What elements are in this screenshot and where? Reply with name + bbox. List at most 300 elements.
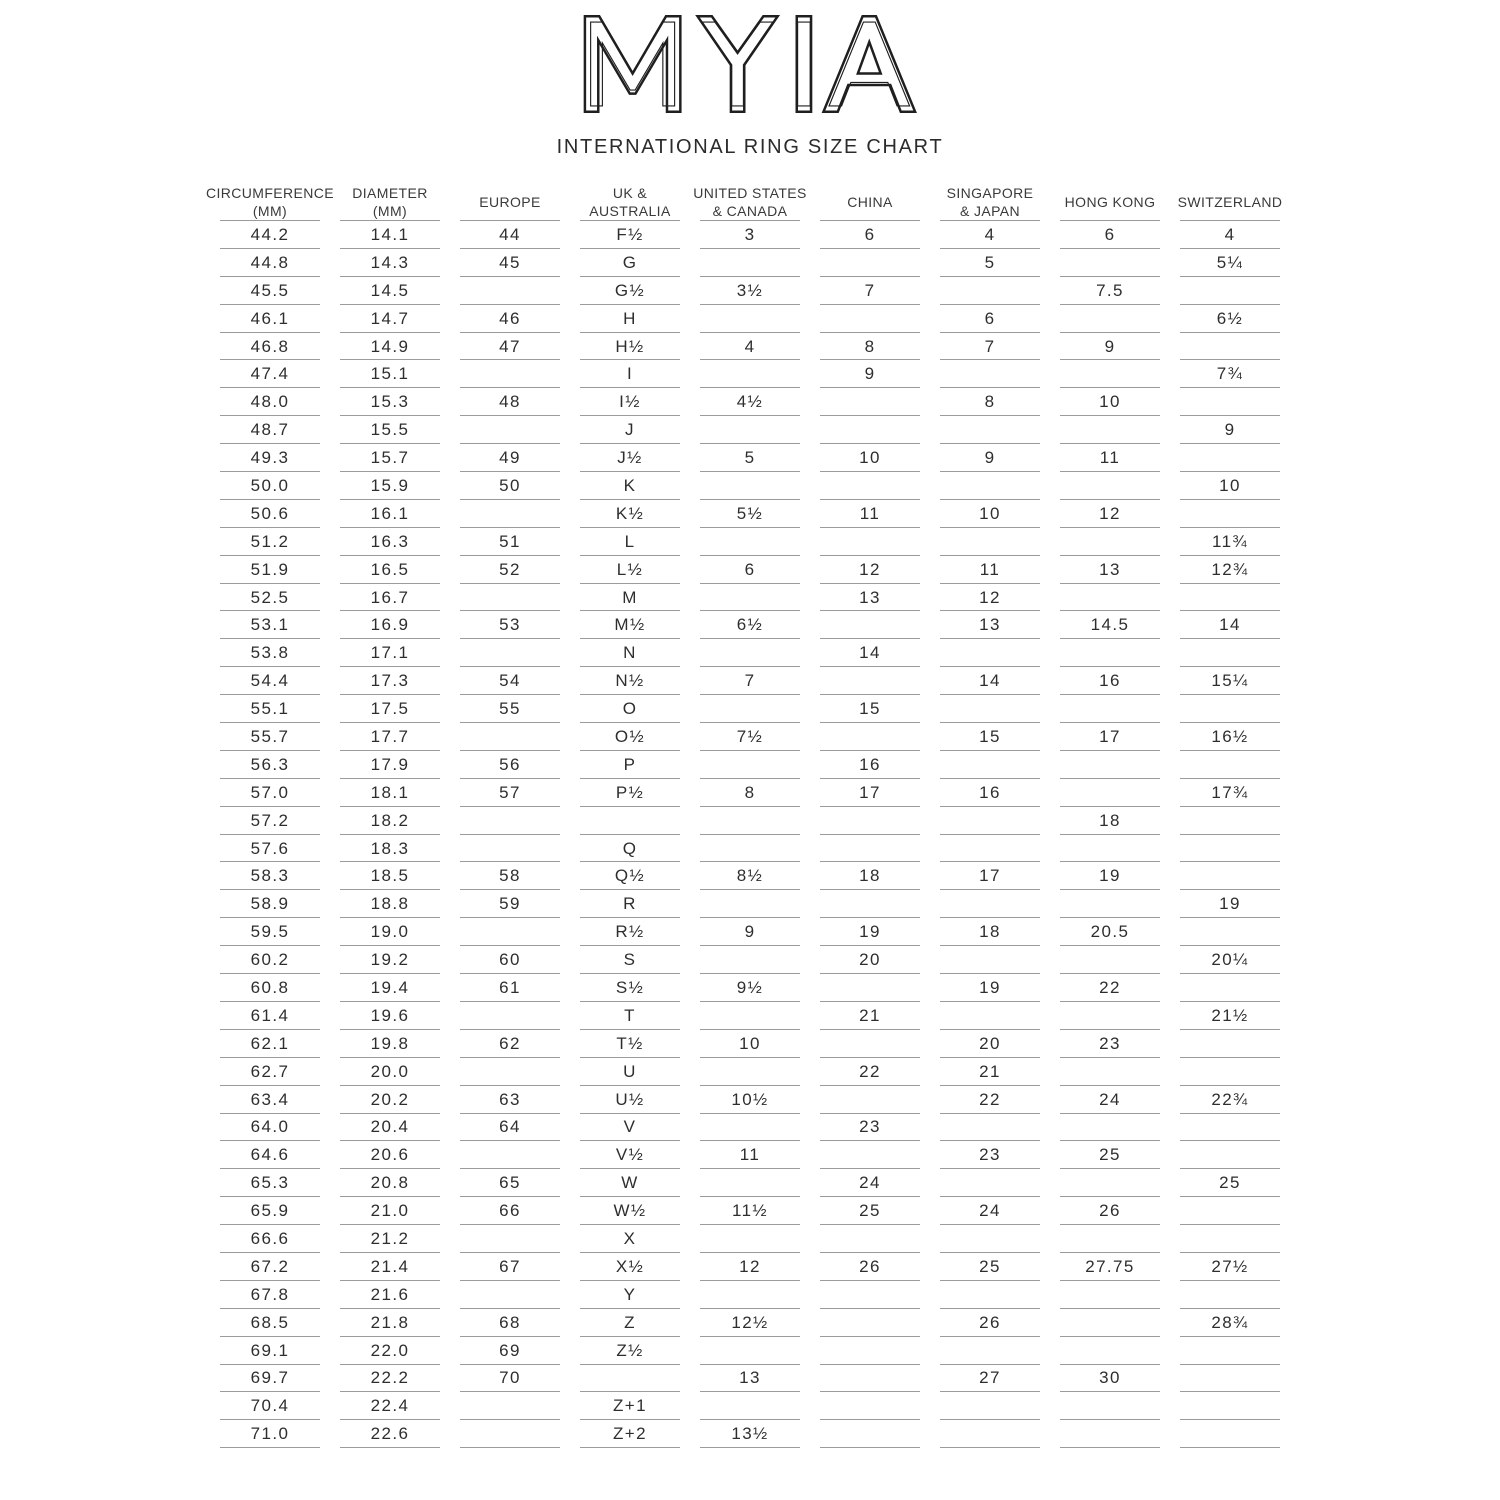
cell-uk-australia: G: [570, 249, 690, 277]
table-row: [210, 1281, 1290, 1309]
table-row: [210, 444, 1290, 472]
cell-uk-australia: L½: [570, 556, 690, 584]
ring-size-table: [205, 183, 1290, 1448]
cell-uk-australia: Z+2: [570, 1420, 690, 1448]
cell-china: [810, 807, 930, 835]
cell-china: [810, 472, 930, 500]
cell-hong-kong: [1050, 249, 1170, 277]
cell-china: 21: [810, 1002, 930, 1030]
cell-hong-kong: [1050, 1169, 1170, 1197]
cell-us-canada: [690, 639, 810, 667]
cell-china: [810, 1281, 930, 1309]
cell-diameter: 20.2: [330, 1086, 450, 1114]
cell-hong-kong: 10: [1050, 388, 1170, 416]
table-row: [210, 695, 1290, 723]
cell-diameter: 15.1: [330, 360, 450, 388]
cell-us-canada: [690, 835, 810, 863]
cell-diameter: 21.6: [330, 1281, 450, 1309]
table-row: [210, 946, 1290, 974]
cell-switzerland: 27½: [1170, 1253, 1290, 1281]
cell-china: [810, 1141, 930, 1169]
cell-us-canada: [690, 360, 810, 388]
cell-diameter: 22.0: [330, 1337, 450, 1365]
cell-switzerland: [1170, 1197, 1290, 1225]
cell-us-canada: 10: [690, 1030, 810, 1058]
cell-singapore-japan: [930, 472, 1050, 500]
cell-us-canada: 11½: [690, 1197, 810, 1225]
cell-europe: 46: [450, 305, 570, 333]
cell-uk-australia: [570, 1365, 690, 1393]
cell-uk-australia: L: [570, 528, 690, 556]
cell-diameter: 20.8: [330, 1169, 450, 1197]
cell-switzerland: [1170, 1281, 1290, 1309]
cell-singapore-japan: [930, 528, 1050, 556]
cell-diameter: 22.2: [330, 1365, 450, 1393]
cell-hong-kong: [1050, 472, 1170, 500]
cell-switzerland: 14: [1170, 611, 1290, 639]
cell-circumference: 45.5: [210, 277, 330, 305]
chart-title: INTERNATIONAL RING SIZE CHART: [556, 136, 944, 158]
cell-us-canada: [690, 1225, 810, 1253]
table-row: [210, 1197, 1290, 1225]
cell-china: [810, 305, 930, 333]
cell-diameter: 18.8: [330, 890, 450, 918]
cell-us-canada: 6½: [690, 611, 810, 639]
cell-us-canada: [690, 1114, 810, 1142]
cell-circumference: 60.8: [210, 974, 330, 1002]
cell-singapore-japan: 6: [930, 305, 1050, 333]
cell-switzerland: [1170, 835, 1290, 863]
cell-china: 10: [810, 444, 930, 472]
cell-switzerland: 9: [1170, 416, 1290, 444]
cell-europe: 44: [450, 221, 570, 249]
cell-diameter: 14.9: [330, 333, 450, 361]
cell-singapore-japan: 12: [930, 584, 1050, 612]
cell-us-canada: 4½: [690, 388, 810, 416]
cell-circumference: 50.0: [210, 472, 330, 500]
cell-circumference: 68.5: [210, 1309, 330, 1337]
cell-switzerland: [1170, 1365, 1290, 1393]
cell-singapore-japan: [930, 1002, 1050, 1030]
cell-hong-kong: [1050, 1337, 1170, 1365]
table-row: [210, 221, 1290, 249]
cell-china: 24: [810, 1169, 930, 1197]
cell-circumference: 65.9: [210, 1197, 330, 1225]
cell-china: [810, 890, 930, 918]
table-row: [210, 584, 1290, 612]
cell-circumference: 48.0: [210, 388, 330, 416]
cell-circumference: 66.6: [210, 1225, 330, 1253]
cell-hong-kong: 9: [1050, 333, 1170, 361]
cell-europe: 69: [450, 1337, 570, 1365]
table-header-row: [205, 183, 1290, 221]
cell-circumference: 69.7: [210, 1365, 330, 1393]
cell-uk-australia: S½: [570, 974, 690, 1002]
cell-hong-kong: [1050, 835, 1170, 863]
table-row: [210, 305, 1290, 333]
cell-china: [810, 1365, 930, 1393]
cell-switzerland: 11¾: [1170, 528, 1290, 556]
cell-europe: 53: [450, 611, 570, 639]
cell-china: 12: [810, 556, 930, 584]
cell-uk-australia: K½: [570, 500, 690, 528]
column-header-us-canada: UNITED STATES & CANADA: [690, 183, 810, 221]
cell-europe: 57: [450, 779, 570, 807]
cell-europe: [450, 1002, 570, 1030]
cell-switzerland: [1170, 277, 1290, 305]
cell-switzerland: [1170, 584, 1290, 612]
table-row: [210, 388, 1290, 416]
cell-hong-kong: 13: [1050, 556, 1170, 584]
cell-europe: 64: [450, 1114, 570, 1142]
table-row: [210, 1030, 1290, 1058]
cell-hong-kong: 20.5: [1050, 918, 1170, 946]
cell-diameter: 16.7: [330, 584, 450, 612]
table-row: [210, 639, 1290, 667]
cell-diameter: 14.7: [330, 305, 450, 333]
cell-diameter: 17.1: [330, 639, 450, 667]
cell-singapore-japan: [930, 416, 1050, 444]
cell-diameter: 17.5: [330, 695, 450, 723]
cell-europe: 56: [450, 751, 570, 779]
cell-singapore-japan: [930, 277, 1050, 305]
cell-switzerland: 17¾: [1170, 779, 1290, 807]
cell-circumference: 44.8: [210, 249, 330, 277]
table-row: [210, 1141, 1290, 1169]
cell-singapore-japan: 15: [930, 723, 1050, 751]
cell-uk-australia: P: [570, 751, 690, 779]
cell-europe: [450, 1420, 570, 1448]
cell-uk-australia: M½: [570, 611, 690, 639]
cell-hong-kong: [1050, 1309, 1170, 1337]
cell-uk-australia: G½: [570, 277, 690, 305]
column-header-uk-australia: UK & AUSTRALIA: [570, 183, 690, 221]
cell-europe: [450, 360, 570, 388]
cell-europe: 54: [450, 667, 570, 695]
cell-diameter: 19.0: [330, 918, 450, 946]
cell-circumference: 58.9: [210, 890, 330, 918]
cell-switzerland: [1170, 388, 1290, 416]
cell-hong-kong: [1050, 639, 1170, 667]
table-row: [210, 723, 1290, 751]
cell-circumference: 46.1: [210, 305, 330, 333]
cell-uk-australia: Q: [570, 835, 690, 863]
cell-singapore-japan: 24: [930, 1197, 1050, 1225]
table-row: [210, 1169, 1290, 1197]
cell-hong-kong: [1050, 1058, 1170, 1086]
cell-europe: [450, 277, 570, 305]
table-row: [210, 556, 1290, 584]
table-row: [210, 779, 1290, 807]
cell-hong-kong: 12: [1050, 500, 1170, 528]
cell-circumference: 55.1: [210, 695, 330, 723]
table-row: [210, 1309, 1290, 1337]
cell-switzerland: [1170, 1337, 1290, 1365]
cell-diameter: 20.6: [330, 1141, 450, 1169]
cell-europe: 67: [450, 1253, 570, 1281]
cell-singapore-japan: [930, 1281, 1050, 1309]
cell-switzerland: 19: [1170, 890, 1290, 918]
cell-europe: [450, 584, 570, 612]
cell-us-canada: 10½: [690, 1086, 810, 1114]
column-header-circumference: CIRCUMFERENCE (MM): [205, 184, 335, 219]
cell-us-canada: 5: [690, 444, 810, 472]
cell-switzerland: 4: [1170, 221, 1290, 249]
cell-switzerland: 5¼: [1170, 249, 1290, 277]
cell-diameter: 18.2: [330, 807, 450, 835]
cell-circumference: 44.2: [210, 221, 330, 249]
cell-us-canada: [690, 695, 810, 723]
table-row: [210, 360, 1290, 388]
cell-circumference: 62.1: [210, 1030, 330, 1058]
cell-us-canada: 3: [690, 221, 810, 249]
cell-china: [810, 611, 930, 639]
cell-europe: 58: [450, 862, 570, 890]
cell-hong-kong: 30: [1050, 1365, 1170, 1393]
cell-switzerland: 6½: [1170, 305, 1290, 333]
cell-europe: [450, 1225, 570, 1253]
cell-hong-kong: 26: [1050, 1197, 1170, 1225]
brand-header: [0, 0, 1500, 159]
cell-circumference: 48.7: [210, 416, 330, 444]
cell-circumference: 53.8: [210, 639, 330, 667]
cell-diameter: 16.9: [330, 611, 450, 639]
cell-diameter: 15.9: [330, 472, 450, 500]
cell-hong-kong: 17: [1050, 723, 1170, 751]
table-row: [210, 1086, 1290, 1114]
cell-singapore-japan: [930, 890, 1050, 918]
cell-us-canada: 11: [690, 1141, 810, 1169]
cell-circumference: 71.0: [210, 1420, 330, 1448]
cell-china: [810, 1225, 930, 1253]
cell-us-canada: 6: [690, 556, 810, 584]
cell-hong-kong: [1050, 946, 1170, 974]
cell-switzerland: [1170, 751, 1290, 779]
cell-europe: 61: [450, 974, 570, 1002]
cell-china: 8: [810, 333, 930, 361]
cell-circumference: 62.7: [210, 1058, 330, 1086]
cell-uk-australia: Y: [570, 1281, 690, 1309]
cell-singapore-japan: 10: [930, 500, 1050, 528]
cell-china: 15: [810, 695, 930, 723]
cell-diameter: 19.2: [330, 946, 450, 974]
cell-europe: [450, 1141, 570, 1169]
cell-china: [810, 1086, 930, 1114]
cell-hong-kong: 7.5: [1050, 277, 1170, 305]
cell-europe: [450, 1392, 570, 1420]
cell-switzerland: 25: [1170, 1169, 1290, 1197]
cell-us-canada: 8½: [690, 862, 810, 890]
cell-hong-kong: [1050, 1114, 1170, 1142]
cell-switzerland: 22¾: [1170, 1086, 1290, 1114]
cell-europe: 66: [450, 1197, 570, 1225]
column-header-china: CHINA: [810, 183, 930, 221]
cell-diameter: 14.3: [330, 249, 450, 277]
column-header-switzerland: SWITZERLAND: [1170, 183, 1290, 221]
cell-europe: 70: [450, 1365, 570, 1393]
table-row: [210, 611, 1290, 639]
cell-diameter: 20.0: [330, 1058, 450, 1086]
cell-circumference: 51.2: [210, 528, 330, 556]
cell-us-canada: 13½: [690, 1420, 810, 1448]
cell-hong-kong: [1050, 751, 1170, 779]
cell-switzerland: [1170, 333, 1290, 361]
cell-singapore-japan: 17: [930, 862, 1050, 890]
cell-uk-australia: H: [570, 305, 690, 333]
table-row: [210, 862, 1290, 890]
table-row: [210, 667, 1290, 695]
cell-diameter: 19.6: [330, 1002, 450, 1030]
cell-us-canada: [690, 1002, 810, 1030]
cell-singapore-japan: 20: [930, 1030, 1050, 1058]
cell-uk-australia: I: [570, 360, 690, 388]
table-body: [210, 221, 1290, 1448]
table-row: [210, 1002, 1290, 1030]
cell-diameter: 14.1: [330, 221, 450, 249]
cell-switzerland: 21½: [1170, 1002, 1290, 1030]
cell-circumference: 53.1: [210, 611, 330, 639]
cell-uk-australia: I½: [570, 388, 690, 416]
cell-switzerland: [1170, 639, 1290, 667]
cell-china: 25: [810, 1197, 930, 1225]
cell-circumference: 46.8: [210, 333, 330, 361]
cell-diameter: 18.3: [330, 835, 450, 863]
cell-us-canada: [690, 472, 810, 500]
cell-europe: 60: [450, 946, 570, 974]
logo-letter-y: [698, 16, 778, 111]
cell-europe: [450, 639, 570, 667]
cell-diameter: 19.8: [330, 1030, 450, 1058]
column-header-hong-kong: HONG KONG: [1050, 183, 1170, 221]
cell-switzerland: [1170, 1225, 1290, 1253]
cell-china: 11: [810, 500, 930, 528]
cell-china: 26: [810, 1253, 930, 1281]
cell-us-canada: 12: [690, 1253, 810, 1281]
cell-singapore-japan: [930, 1169, 1050, 1197]
cell-circumference: 54.4: [210, 667, 330, 695]
table-row: [210, 918, 1290, 946]
cell-diameter: 21.0: [330, 1197, 450, 1225]
cell-circumference: 56.3: [210, 751, 330, 779]
cell-singapore-japan: 22: [930, 1086, 1050, 1114]
cell-hong-kong: [1050, 416, 1170, 444]
cell-switzerland: 7¾: [1170, 360, 1290, 388]
cell-singapore-japan: [930, 1225, 1050, 1253]
cell-circumference: 52.5: [210, 584, 330, 612]
cell-us-canada: 7½: [690, 723, 810, 751]
cell-diameter: 16.1: [330, 500, 450, 528]
cell-circumference: 49.3: [210, 444, 330, 472]
myia-logo: [583, 10, 917, 118]
cell-hong-kong: [1050, 695, 1170, 723]
cell-circumference: 47.4: [210, 360, 330, 388]
cell-us-canada: 9½: [690, 974, 810, 1002]
cell-uk-australia: R½: [570, 918, 690, 946]
cell-europe: [450, 416, 570, 444]
cell-hong-kong: [1050, 890, 1170, 918]
cell-hong-kong: [1050, 305, 1170, 333]
cell-us-canada: 9: [690, 918, 810, 946]
cell-china: [810, 416, 930, 444]
cell-europe: [450, 1281, 570, 1309]
cell-europe: [450, 918, 570, 946]
cell-diameter: 22.6: [330, 1420, 450, 1448]
cell-china: 16: [810, 751, 930, 779]
cell-us-canada: [690, 305, 810, 333]
cell-singapore-japan: [930, 946, 1050, 974]
cell-europe: 55: [450, 695, 570, 723]
cell-europe: 62: [450, 1030, 570, 1058]
cell-uk-australia: H½: [570, 333, 690, 361]
cell-uk-australia: J: [570, 416, 690, 444]
cell-switzerland: [1170, 500, 1290, 528]
cell-uk-australia: V: [570, 1114, 690, 1142]
table-row: [210, 1058, 1290, 1086]
cell-china: 6: [810, 221, 930, 249]
cell-singapore-japan: 21: [930, 1058, 1050, 1086]
table-row: [210, 1365, 1290, 1393]
cell-hong-kong: 27.75: [1050, 1253, 1170, 1281]
cell-singapore-japan: 26: [930, 1309, 1050, 1337]
table-row: [210, 1253, 1290, 1281]
cell-circumference: 65.3: [210, 1169, 330, 1197]
cell-diameter: 15.3: [330, 388, 450, 416]
cell-circumference: 57.6: [210, 835, 330, 863]
cell-switzerland: 15¼: [1170, 667, 1290, 695]
cell-uk-australia: [570, 807, 690, 835]
cell-singapore-japan: 14: [930, 667, 1050, 695]
cell-circumference: 58.3: [210, 862, 330, 890]
cell-china: 14: [810, 639, 930, 667]
cell-circumference: 69.1: [210, 1337, 330, 1365]
cell-singapore-japan: 4: [930, 221, 1050, 249]
cell-diameter: 16.5: [330, 556, 450, 584]
cell-circumference: 57.0: [210, 779, 330, 807]
logo-letter-a: [823, 16, 915, 111]
cell-switzerland: [1170, 862, 1290, 890]
cell-diameter: 21.8: [330, 1309, 450, 1337]
cell-singapore-japan: 8: [930, 388, 1050, 416]
cell-china: [810, 528, 930, 556]
cell-hong-kong: [1050, 779, 1170, 807]
cell-diameter: 17.7: [330, 723, 450, 751]
cell-hong-kong: [1050, 1392, 1170, 1420]
cell-us-canada: [690, 1281, 810, 1309]
cell-switzerland: [1170, 918, 1290, 946]
cell-switzerland: 12¾: [1170, 556, 1290, 584]
cell-europe: [450, 835, 570, 863]
cell-hong-kong: 14.5: [1050, 611, 1170, 639]
cell-diameter: 19.4: [330, 974, 450, 1002]
cell-switzerland: [1170, 1058, 1290, 1086]
cell-switzerland: [1170, 1141, 1290, 1169]
cell-switzerland: 20¼: [1170, 946, 1290, 974]
cell-circumference: 59.5: [210, 918, 330, 946]
cell-hong-kong: 6: [1050, 221, 1170, 249]
cell-europe: [450, 723, 570, 751]
cell-us-canada: [690, 1058, 810, 1086]
cell-singapore-japan: 5: [930, 249, 1050, 277]
cell-uk-australia: V½: [570, 1141, 690, 1169]
cell-china: [810, 1392, 930, 1420]
table-row: [210, 500, 1290, 528]
logo-letter-m: [585, 16, 680, 111]
cell-uk-australia: X: [570, 1225, 690, 1253]
cell-china: 23: [810, 1114, 930, 1142]
cell-us-canada: [690, 890, 810, 918]
cell-uk-australia: W: [570, 1169, 690, 1197]
cell-singapore-japan: 18: [930, 918, 1050, 946]
